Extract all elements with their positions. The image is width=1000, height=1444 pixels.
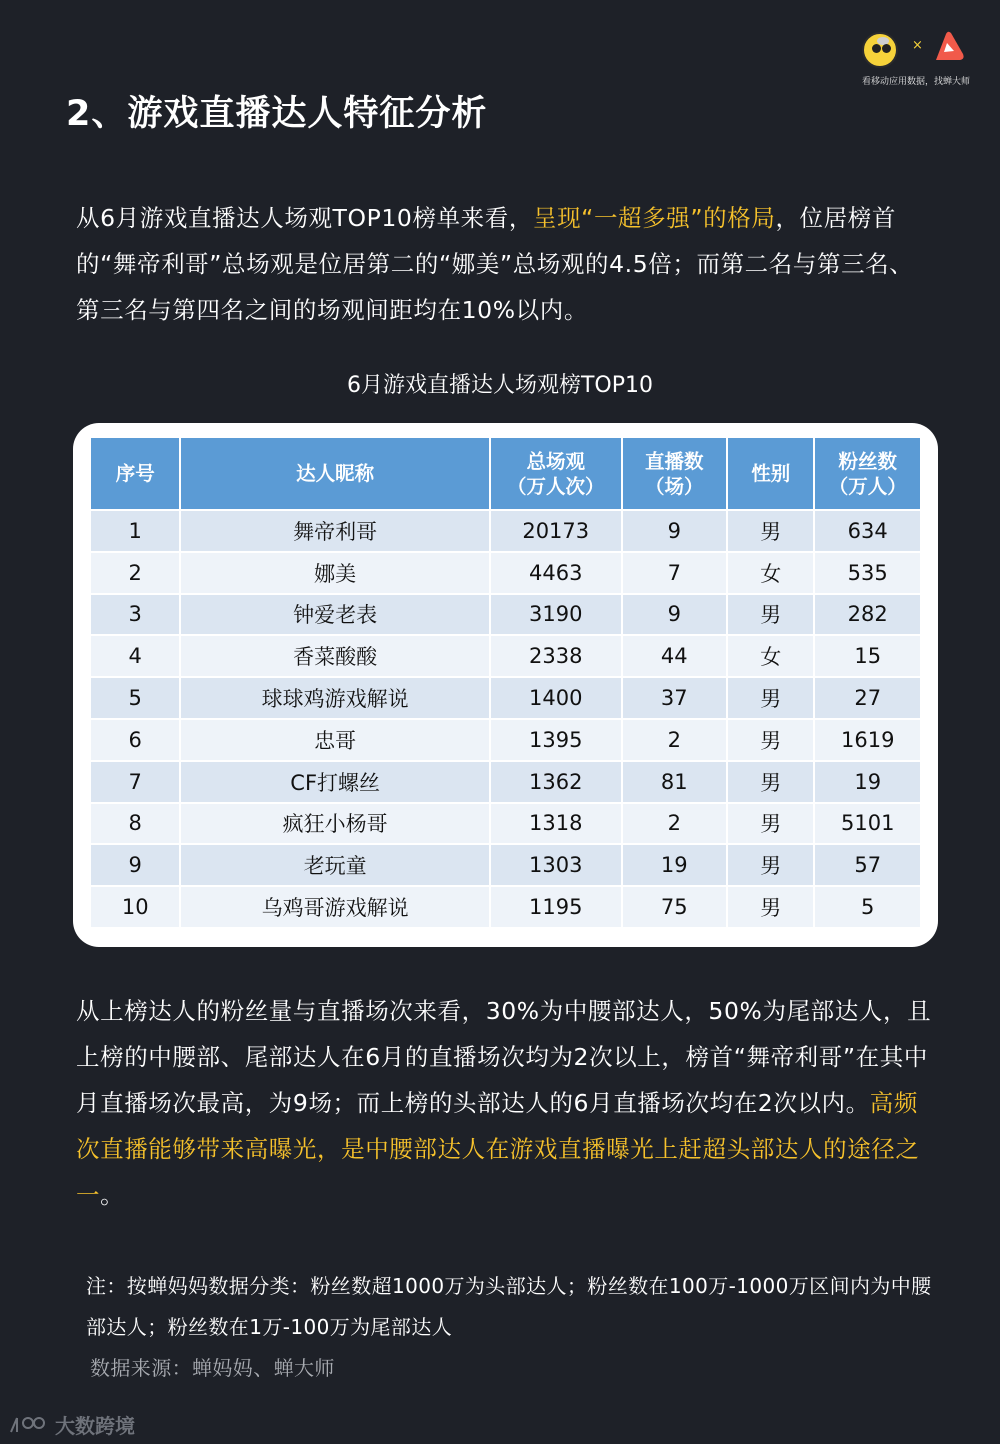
- table-row: [91, 762, 920, 802]
- table-row: [91, 678, 920, 718]
- cell-views: 20173: [491, 511, 621, 551]
- cell-name: 乌鸡哥游戏解说: [181, 887, 489, 927]
- analysis-highlight: 高频次直播能够带来高曝光，是中腰部达人在游戏直播曝光上赶超头部达人的途径之一: [76, 1089, 920, 1209]
- header-rank: 序号: [91, 438, 179, 509]
- cell-rank: 2: [91, 553, 179, 593]
- cell-fans: 27: [815, 678, 920, 718]
- cell-name: CF打螺丝: [181, 762, 489, 802]
- cell-name: 钟爱老表: [181, 595, 489, 635]
- cell-streams: 37: [623, 678, 727, 718]
- cell-name: 忠哥: [181, 720, 489, 760]
- chanmama-logo-icon: [862, 32, 898, 68]
- cell-views: 2338: [491, 636, 621, 676]
- table-row: [91, 887, 920, 927]
- analysis-text: 从上榜达人的粉丝量与直播场次来看，30%为中腰部达人，50%为尾部达人，且上榜的中腰部、尾部达人在6月的直播场次均为2次以上，榜首“舞帝利哥”在其中月直播场次最高，为9场；而上榜的头部达人的6月直播场次均在2次以内。: [76, 997, 932, 1117]
- ranking-table: [89, 436, 922, 929]
- analysis-paragraph: [76, 988, 936, 1218]
- cell-gender: 男: [728, 720, 813, 760]
- analysis-text-end: 。: [100, 1181, 125, 1209]
- header-fans: 粉丝数 （万人）: [815, 438, 920, 509]
- cell-name: 舞帝利哥: [181, 511, 489, 551]
- cell-fans: 634: [815, 511, 920, 551]
- table-row: [91, 636, 920, 676]
- cell-gender: 男: [728, 595, 813, 635]
- cell-fans: 57: [815, 845, 920, 885]
- cell-rank: 8: [91, 804, 179, 844]
- intro-highlight: 呈现“一超多强”的格局: [532, 204, 776, 232]
- cell-views: 1303: [491, 845, 621, 885]
- table-row: [91, 845, 920, 885]
- cell-name: 球球鸡游戏解说: [181, 678, 489, 718]
- cell-streams: 2: [623, 720, 727, 760]
- cell-fans: 5: [815, 887, 920, 927]
- cell-streams: 19: [623, 845, 727, 885]
- brand-tagline: 看移动应用数据，找蝉大师: [861, 77, 970, 87]
- table-card: [73, 423, 938, 947]
- cell-fans: 5101: [815, 804, 920, 844]
- cell-rank: 4: [91, 636, 179, 676]
- cell-streams: 2: [623, 804, 727, 844]
- cell-views: 1195: [491, 887, 621, 927]
- cell-fans: 282: [815, 595, 920, 635]
- cell-rank: 5: [91, 678, 179, 718]
- cell-views: 1400: [491, 678, 621, 718]
- cell-streams: 44: [623, 636, 727, 676]
- cell-fans: 535: [815, 553, 920, 593]
- cell-streams: 75: [623, 887, 727, 927]
- cell-name: 香菜酸酸: [181, 636, 489, 676]
- data-source: 数据来源：蝉妈妈、蝉大师: [90, 1356, 335, 1380]
- footnote: 注：按蝉妈妈数据分类：粉丝数超1000万为头部达人；粉丝数在100万-1000万区间内为中腰部达人；粉丝数在1万-100万为尾部达人: [86, 1274, 932, 1339]
- header-streams: 直播数 （场）: [623, 438, 727, 509]
- chandashi-logo-icon: [932, 30, 966, 66]
- intro-text: 从6月游戏直播达人场观TOP10榜单来看，: [76, 204, 533, 232]
- cell-rank: 7: [91, 762, 179, 802]
- watermark-logo-icon: [8, 1414, 48, 1436]
- cell-rank: 9: [91, 845, 179, 885]
- cell-rank: 3: [91, 595, 179, 635]
- intro-paragraph: [76, 195, 936, 333]
- table-row: [91, 511, 920, 551]
- cell-fans: 19: [815, 762, 920, 802]
- page-title: 2、游戏直播达人特征分析: [66, 94, 488, 134]
- cell-gender: 女: [728, 553, 813, 593]
- table-row: [91, 553, 920, 593]
- cell-gender: 女: [728, 636, 813, 676]
- cell-gender: 男: [728, 845, 813, 885]
- cell-views: 4463: [491, 553, 621, 593]
- cell-fans: 15: [815, 636, 920, 676]
- watermark-text: 大数跨境: [54, 1414, 135, 1438]
- cell-streams: 81: [623, 762, 727, 802]
- header-views: 总场观 （万人次）: [491, 438, 621, 509]
- cell-rank: 6: [91, 720, 179, 760]
- intro-text-end: ，位居榜首的“舞帝利哥”总场观是位居第二的“娜美”总场观的4.5倍；而第二名与第三名、第三名与第四名之间的场观间距均在10%以内。: [76, 204, 914, 324]
- brand-logos: [840, 28, 970, 88]
- cell-views: 3190: [491, 595, 621, 635]
- cell-views: 1318: [491, 804, 621, 844]
- table-row: [91, 804, 920, 844]
- cell-gender: 男: [728, 887, 813, 927]
- cell-streams: 7: [623, 553, 727, 593]
- cell-gender: 男: [728, 804, 813, 844]
- cell-name: 疯狂小杨哥: [181, 804, 489, 844]
- watermark: [8, 1410, 135, 1439]
- cell-streams: 9: [623, 511, 727, 551]
- cell-name: 娜美: [181, 553, 489, 593]
- logo-separator: ×: [912, 38, 923, 53]
- table-caption: 6月游戏直播达人场观榜TOP10: [346, 373, 653, 398]
- cell-gender: 男: [728, 678, 813, 718]
- cell-name: 老玩童: [181, 845, 489, 885]
- header-gender: 性别: [728, 438, 813, 509]
- cell-rank: 10: [91, 887, 179, 927]
- cell-views: 1395: [491, 720, 621, 760]
- cell-streams: 9: [623, 595, 727, 635]
- table-header-row: [91, 438, 920, 509]
- table-row: [91, 720, 920, 760]
- table-row: [91, 595, 920, 635]
- cell-rank: 1: [91, 511, 179, 551]
- header-name: 达人昵称: [181, 438, 489, 509]
- cell-fans: 1619: [815, 720, 920, 760]
- cell-gender: 男: [728, 762, 813, 802]
- cell-views: 1362: [491, 762, 621, 802]
- cell-gender: 男: [728, 511, 813, 551]
